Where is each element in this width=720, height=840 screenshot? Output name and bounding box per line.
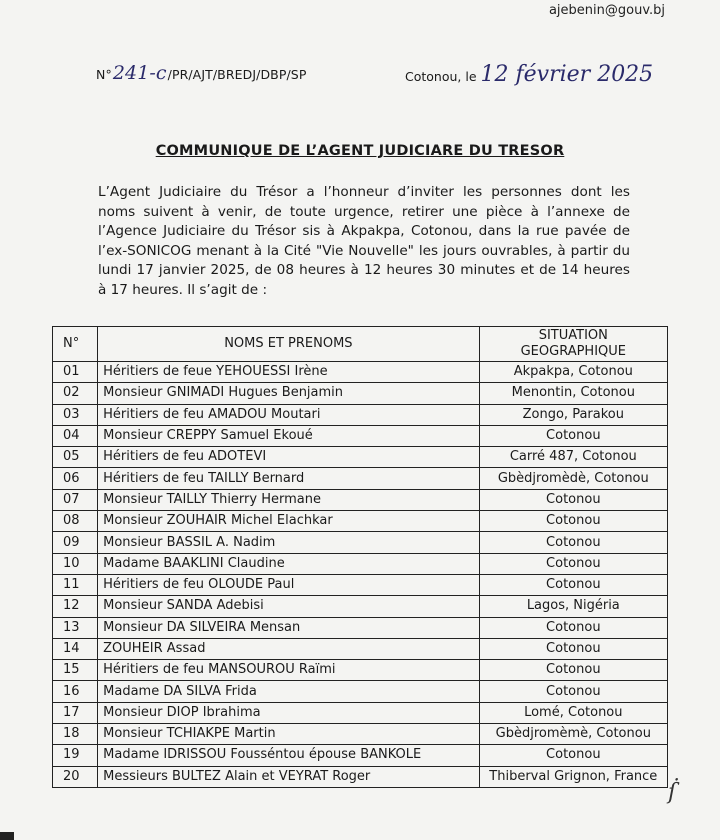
row-location: Cotonou (479, 425, 667, 446)
table-row (53, 745, 668, 766)
row-number: 07 (53, 489, 98, 510)
row-name: Monsieur ZOUHAIR Michel Elachkar (98, 511, 479, 532)
row-number: 17 (53, 702, 98, 723)
row-name: Madame DA SILVA Frida (98, 681, 479, 702)
row-name: Monsieur TAILLY Thierry Hermane (98, 489, 479, 510)
page-title: COMMUNIQUE DE L’AGENT JUDICIARE DU TRESOR (155, 143, 565, 159)
row-number: 16 (53, 681, 98, 702)
row-number: 11 (53, 574, 98, 595)
row-location: Cotonou (479, 574, 667, 595)
row-number: 10 (53, 553, 98, 574)
city-label: Cotonou, le (405, 69, 477, 84)
table-row (53, 766, 668, 787)
row-location: Cotonou (479, 532, 667, 553)
header-name: NOMS ET PRENOMS (98, 327, 479, 362)
row-name: Héritiers de feue YEHOUESSI Irène (98, 362, 479, 383)
row-location: Thiberval Grignon, France (479, 766, 667, 787)
date-handwritten: 12 février 2025 (480, 62, 654, 87)
email-address: ajebenin@gouv.bj (548, 3, 665, 18)
row-name: Madame BAAKLINI Claudine (98, 553, 479, 574)
row-location: Akpakpa, Cotonou (479, 362, 667, 383)
row-location: Zongo, Parakou (479, 404, 667, 425)
table-row (53, 425, 668, 446)
ref-number-handwritten: 241-c (112, 62, 167, 84)
row-name: Monsieur BASSIL A. Nadim (98, 532, 479, 553)
table-row (53, 383, 668, 404)
ref-suffix: /PR/AJT/BREDJ/DBP/SP (167, 67, 307, 82)
row-location: Gbèdjromèdè, Cotonou (479, 468, 667, 489)
table-row (53, 681, 668, 702)
row-location: Gbèdjromèmè, Cotonou (479, 724, 667, 745)
row-number: 04 (53, 425, 98, 446)
table-row (53, 362, 668, 383)
row-name: Monsieur GNIMADI Hugues Benjamin (98, 383, 479, 404)
table-row (53, 660, 668, 681)
table-header-row (53, 327, 668, 362)
row-number: 01 (53, 362, 98, 383)
intro-line: l’Agence Judiciaire du Trésor sis à Akpakpa, Cotonou, dans la rue pavée de (98, 223, 630, 239)
table-row (53, 638, 668, 659)
row-location: Cotonou (479, 745, 667, 766)
table-row (53, 532, 668, 553)
row-number: 15 (53, 660, 98, 681)
row-name: Messieurs BULTEZ Alain et VEYRAT Roger (98, 766, 479, 787)
date-line (405, 62, 653, 87)
intro-line: à 17 heures. Il s’agit de : (98, 281, 268, 298)
intro-line: L’Agent Judiciaire du Trésor a l’honneur d’inviter les personnes dont les (98, 184, 630, 200)
row-number: 19 (53, 745, 98, 766)
row-number: 02 (53, 383, 98, 404)
row-location: Cotonou (479, 638, 667, 659)
row-location: Carré 487, Cotonou (479, 447, 667, 468)
row-location: Cotonou (479, 489, 667, 510)
row-number: 08 (53, 511, 98, 532)
row-name: Héritiers de feu TAILLY Bernard (98, 468, 479, 489)
row-location: Cotonou (479, 553, 667, 574)
row-location: Cotonou (479, 681, 667, 702)
row-location: Cotonou (479, 660, 667, 681)
row-name: Madame IDRISSOU Fousséntou épouse BANKOLE (98, 745, 479, 766)
row-name: Héritiers de feu ADOTEVI (98, 447, 479, 468)
intro-line: noms suivent à venir, de toute urgence, retirer une pièce à l’annexe de (98, 203, 630, 220)
row-location: Cotonou (479, 511, 667, 532)
row-number: 14 (53, 638, 98, 659)
intro-paragraph (98, 183, 630, 300)
row-number: 12 (53, 596, 98, 617)
table-row (53, 468, 668, 489)
initials-mark: ẛ (668, 780, 677, 805)
row-location: Lagos, Nigéria (479, 596, 667, 617)
table-row (53, 724, 668, 745)
edge-mark (0, 832, 14, 840)
row-name: Monsieur DA SILVEIRA Mensan (98, 617, 479, 638)
row-number: 09 (53, 532, 98, 553)
reference-line (96, 62, 306, 84)
table-row (53, 489, 668, 510)
table-row (53, 702, 668, 723)
header-no: N° (53, 327, 98, 362)
row-name: Héritiers de feu MANSOUROU Raïmi (98, 660, 479, 681)
table-row (53, 447, 668, 468)
row-number: 03 (53, 404, 98, 425)
row-name: Héritiers de feu OLOUDE Paul (98, 574, 479, 595)
table-row (53, 511, 668, 532)
row-name: Monsieur DIOP Ibrahima (98, 702, 479, 723)
row-number: 13 (53, 617, 98, 638)
intro-line: l’ex-SONICOG menant à la Cité "Vie Nouvelle" les jours ouvrables, à partir du (98, 242, 630, 259)
persons-table (52, 326, 668, 788)
table-row (53, 596, 668, 617)
row-name: ZOUHEIR Assad (98, 638, 479, 659)
row-location: Cotonou (479, 617, 667, 638)
row-location: Menontin, Cotonou (479, 383, 667, 404)
header-location: SITUATION GEOGRAPHIQUE (479, 327, 667, 362)
row-number: 20 (53, 766, 98, 787)
row-name: Monsieur TCHIAKPE Martin (98, 724, 479, 745)
row-location: Lomé, Cotonou (479, 702, 667, 723)
row-name: Monsieur SANDA Adebisi (98, 596, 479, 617)
table-row (53, 617, 668, 638)
ref-prefix: N° (96, 67, 112, 82)
row-number: 18 (53, 724, 98, 745)
intro-line: lundi 17 janvier 2025, de 08 heures à 12 heures 30 minutes et de 14 heures (98, 262, 630, 278)
row-number: 05 (53, 447, 98, 468)
row-name: Héritiers de feu AMADOU Moutari (98, 404, 479, 425)
table-row (53, 553, 668, 574)
row-number: 06 (53, 468, 98, 489)
table-row (53, 404, 668, 425)
table-row (53, 574, 668, 595)
row-name: Monsieur CREPPY Samuel Ekoué (98, 425, 479, 446)
